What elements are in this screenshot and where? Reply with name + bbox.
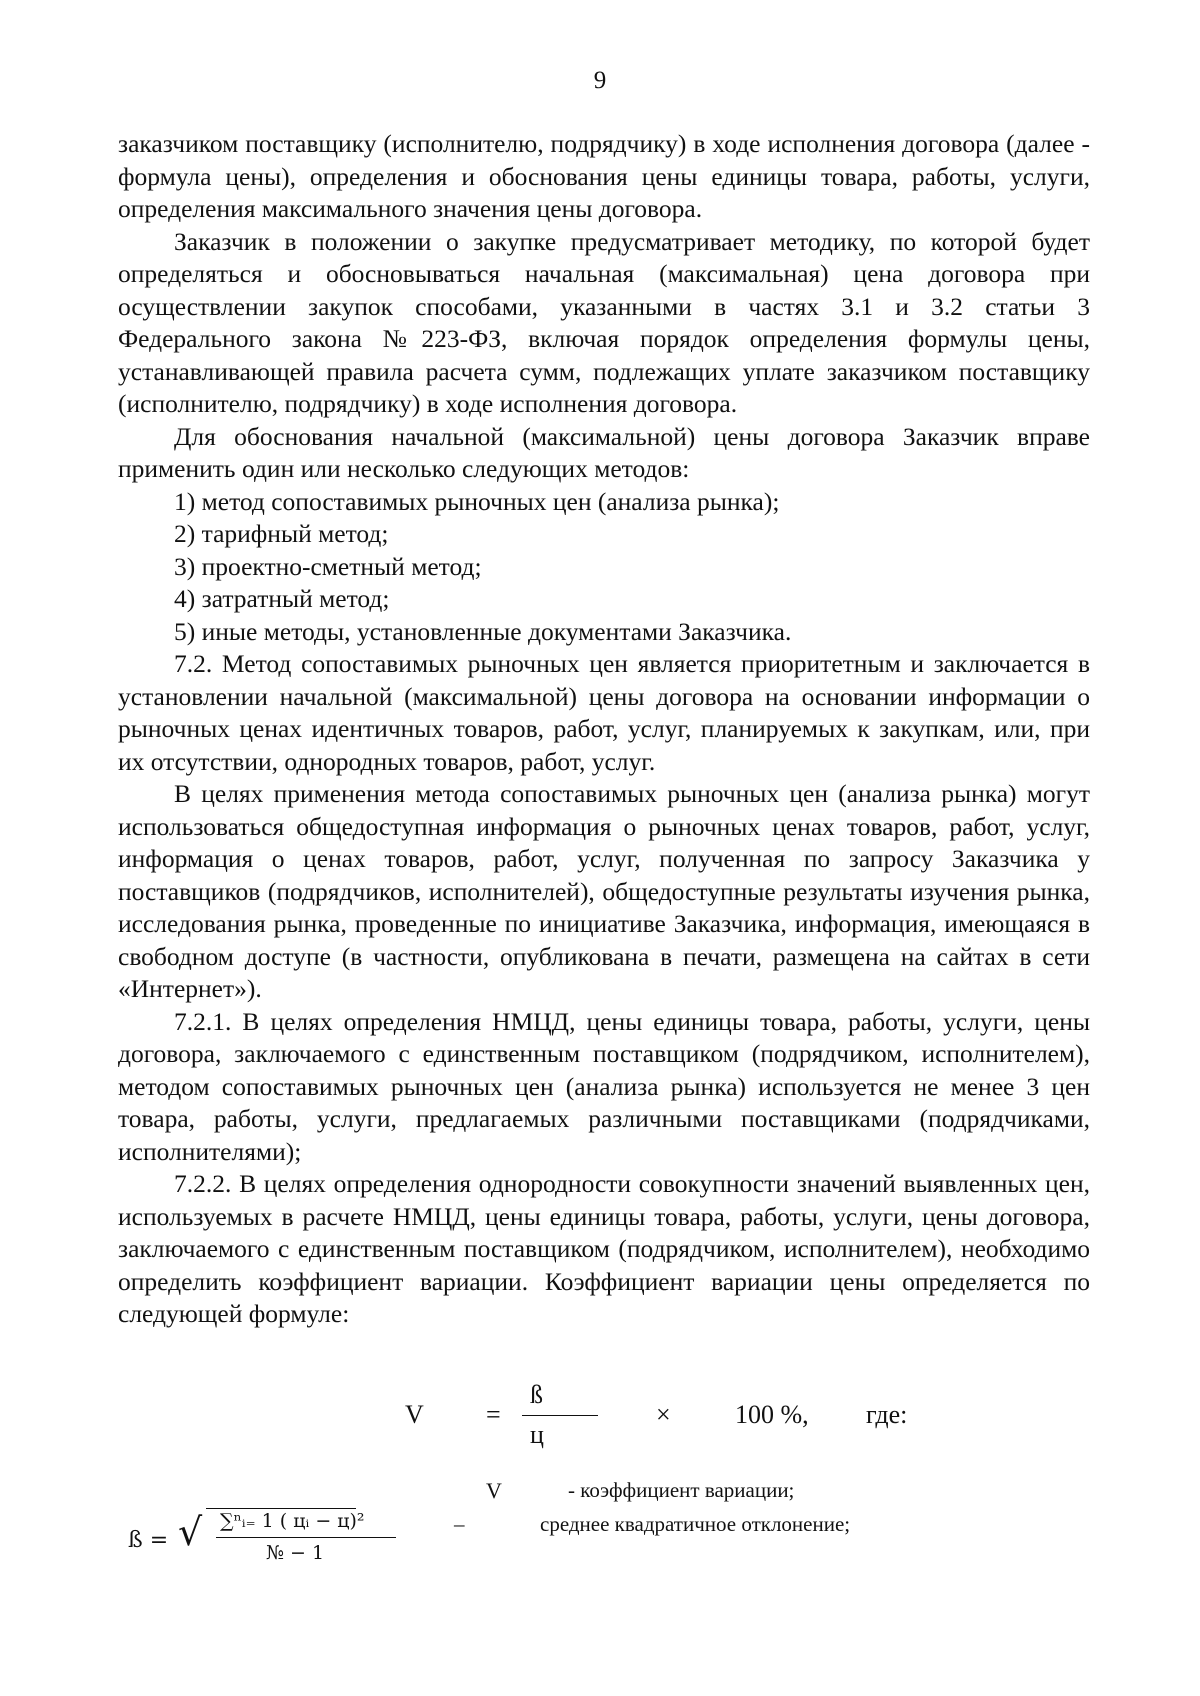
std-deviation-formula bbox=[128, 1500, 428, 1570]
radical-bar bbox=[206, 1508, 356, 1509]
list-item: 4) затратный метод; bbox=[174, 584, 390, 613]
legend-dash: – bbox=[454, 1512, 465, 1536]
sum-numerator: ∑ⁿᵢ₌ 1 ( цᵢ − ц)² bbox=[220, 1510, 365, 1532]
body-text bbox=[118, 128, 1090, 1331]
legend-symbol: V bbox=[486, 1478, 502, 1503]
paragraph: Для обоснования начальной (максимальной) цены договора Заказчик вправе применить один или несколько следующих методов: bbox=[118, 421, 1090, 483]
sum-denominator: № − 1 bbox=[266, 1542, 325, 1564]
formula-percent: 100 %, bbox=[735, 1400, 809, 1429]
formula-lhs: ß = bbox=[128, 1528, 169, 1553]
fraction-line bbox=[216, 1537, 396, 1538]
list-item: 5) иные методы, установленные документами Заказчика. bbox=[174, 616, 792, 646]
paragraph: 7.2. Метод сопоставимых рыночных цен является приоритетным и заключается в установлении начальной (максимальной) цены договора на основании информации о рыночных ценах идентичных товаров, работ, услуг, планируемых к закупкам, или, при их отсутствии, однородных товаров, работ, услуг. bbox=[118, 649, 1090, 776]
paragraph: заказчиком поставщику (исполнителю, подрядчику) в ходе исполнения договора (далее - формула цены), определения и обоснования цены единицы товара, работы, услуги, определения максимального значения цены договора. bbox=[118, 129, 1090, 223]
formula-denominator: ц bbox=[530, 1420, 544, 1449]
legend-description: - коэффициент вариации; bbox=[568, 1478, 795, 1502]
formula-equals: = bbox=[486, 1400, 501, 1429]
paragraph: В целях применения метода сопоставимых рыночных цен (анализа рынка) могут использоваться общедоступная информация о рыночных ценах товаров, работ, услуг, информация о ценах товаров, работ, услуг, полученная по запросу Заказчика у поставщиков (подрядчиков, исполнителей), общедоступные результаты изучения рынка, исследования рынка, проведенные по инициативе Заказчика, информация, имеющаяся в свободном доступе (в частности, опубликована в печати, размещена на сайтах в сети «Интернет»). bbox=[118, 779, 1090, 1003]
radical-sign: √ bbox=[178, 1510, 203, 1554]
legend-description: среднее квадратичное отклонение; bbox=[540, 1512, 851, 1536]
fraction-line bbox=[522, 1415, 598, 1416]
formula-where: где: bbox=[866, 1400, 908, 1429]
formula-lhs: V bbox=[405, 1400, 424, 1429]
paragraph: 7.2.2. В целях определения однородности совокупности значений выявленных цен, используемых в расчете НМЦД, цены единицы товара, работы, услуги, цены договора, заключаемого с единственным поставщиком (подрядчиком, исполнителем), необходимо определить коэффициент вариации. Коэффициент вариации цены определяется по следующей формуле: bbox=[118, 1169, 1090, 1328]
list-item: 1) метод сопоставимых рыночных цен (анализа рынка); bbox=[174, 486, 780, 516]
formula-numerator: ß bbox=[530, 1380, 543, 1409]
variation-formula bbox=[0, 1380, 1200, 1460]
list-item: 3) проектно-сметный метод; bbox=[174, 551, 482, 581]
list-item: 2) тарифный метод; bbox=[174, 519, 389, 548]
page-number: 9 bbox=[593, 67, 607, 94]
paragraph: Заказчик в положении о закупке предусматривает методику, по которой будет определяться и обосновываться начальная (максимальная) цена договора при осуществлении закупок способами, указанными в частях 3.1 и 3.2 статьи 3 Федерального закона №223-ФЗ, включая порядок определения формулы цены, устанавливающей правила расчета сумм, подлежащих уплате заказчиком поставщику (исполнителю, подрядчику) в ходе исполнения договора. bbox=[118, 226, 1090, 418]
formula-times: × bbox=[656, 1400, 671, 1429]
paragraph: 7.2.1. В целях определения НМЦД, цены единицы товара, работы, услуги, цены договора, заключаемого с единственным поставщиком (подрядчиком, исполнителем), методом сопоставимых рыночных цен (анализа рынка) используется не менее 3 цен товара, работы, услуги, предлагаемых различными поставщиками (подрядчиками, исполнителями); bbox=[118, 1006, 1090, 1166]
